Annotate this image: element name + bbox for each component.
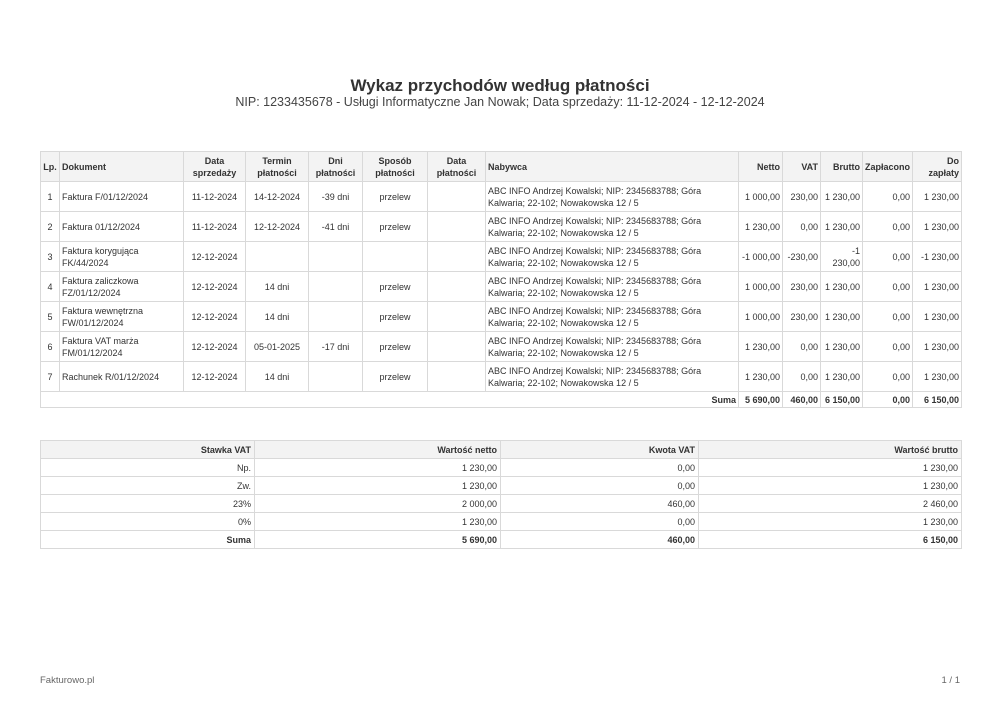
cell-netto: 1 230,00	[255, 459, 501, 477]
cell-data-platnosci	[428, 242, 486, 272]
cell-zaplacono: 0,00	[863, 212, 913, 242]
cell-data-platnosci	[428, 212, 486, 242]
cell-dokument: Faktura korygująca FK/44/2024	[60, 242, 184, 272]
cell-brutto: 1 230,00	[699, 513, 962, 531]
cell-brutto: 1 230,00	[821, 332, 863, 362]
vat-sum-row	[41, 531, 962, 549]
cell-sposob: przelew	[363, 362, 428, 392]
cell-zaplacono: 0,00	[863, 242, 913, 272]
footer-page-number: 1 / 1	[941, 675, 960, 686]
cell-zaplacono: 0,00	[863, 182, 913, 212]
cell-lp: 5	[41, 302, 60, 332]
cell-data-platnosci	[428, 302, 486, 332]
cell-lp: 4	[41, 272, 60, 302]
cell-dni	[309, 242, 363, 272]
cell-dni	[309, 362, 363, 392]
vat-row	[41, 477, 962, 495]
cell-termin: 12-12-2024	[246, 212, 309, 242]
cell-nabywca: ABC INFO Andrzej Kowalski; NIP: 2345683788; Góra Kalwaria; 22-102; Nowakowska 12 / 5	[486, 242, 739, 272]
cell-do-zaplaty: 1 230,00	[913, 332, 962, 362]
cell-vat: 230,00	[783, 182, 821, 212]
cell-data-platnosci	[428, 362, 486, 392]
cell-do-zaplaty: 1 230,00	[913, 212, 962, 242]
cell-data-sprzedazy: 11-12-2024	[184, 182, 246, 212]
cell-brutto: 1 230,00	[821, 302, 863, 332]
cell-zaplacono: 0,00	[863, 362, 913, 392]
cell-zaplacono: 0,00	[863, 302, 913, 332]
cell-dokument: Faktura F/01/12/2024	[60, 182, 184, 212]
vat-row	[41, 459, 962, 477]
cell-zaplacono: 0,00	[863, 272, 913, 302]
cell-lp: 1	[41, 182, 60, 212]
cell-kwota: 460,00	[501, 495, 699, 513]
cell-nabywca: ABC INFO Andrzej Kowalski; NIP: 2345683788; Góra Kalwaria; 22-102; Nowakowska 12 / 5	[486, 332, 739, 362]
vat-sum-netto: 5 690,00	[255, 531, 501, 549]
cell-dni: -41 dni	[309, 212, 363, 242]
cell-data-sprzedazy: 12-12-2024	[184, 362, 246, 392]
cell-netto: 1 230,00	[739, 362, 783, 392]
cell-data-sprzedazy: 12-12-2024	[184, 242, 246, 272]
vat-header-row	[41, 441, 962, 459]
table-row	[41, 302, 962, 332]
col-dokument: Dokument	[60, 152, 184, 182]
vat-sum-kwota: 460,00	[501, 531, 699, 549]
table-header-row	[41, 152, 962, 182]
cell-sposob: przelew	[363, 212, 428, 242]
cell-dokument: Faktura VAT marża FM/01/12/2024	[60, 332, 184, 362]
cell-dokument: Faktura zaliczkowa FZ/01/12/2024	[60, 272, 184, 302]
cell-lp: 7	[41, 362, 60, 392]
cell-brutto: 1 230,00	[821, 272, 863, 302]
cell-lp: 3	[41, 242, 60, 272]
col-data-sprzedazy: Data sprzedaży	[184, 152, 246, 182]
cell-netto: 1 000,00	[739, 272, 783, 302]
cell-dokument: Faktura 01/12/2024	[60, 212, 184, 242]
page-title: Wykaz przychodów według płatności	[350, 76, 650, 95]
cell-brutto: -1 230,00	[821, 242, 863, 272]
table-row	[41, 272, 962, 302]
cell-data-platnosci	[428, 272, 486, 302]
cell-kwota: 0,00	[501, 477, 699, 495]
cell-brutto: 1 230,00	[821, 362, 863, 392]
cell-netto: -1 000,00	[739, 242, 783, 272]
cell-stawka: 23%	[41, 495, 255, 513]
col-nabywca: Nabywca	[486, 152, 739, 182]
cell-vat: -230,00	[783, 242, 821, 272]
cell-netto: 1 230,00	[255, 477, 501, 495]
col-sposob: Sposób płatności	[363, 152, 428, 182]
cell-netto: 1 000,00	[739, 182, 783, 212]
cell-netto: 1 230,00	[739, 212, 783, 242]
cell-netto: 1 000,00	[739, 302, 783, 332]
col-wartosc-brutto: Wartość brutto	[699, 441, 962, 459]
cell-lp: 6	[41, 332, 60, 362]
cell-brutto: 2 460,00	[699, 495, 962, 513]
cell-dokument: Rachunek R/01/12/2024	[60, 362, 184, 392]
col-termin: Termin płatności	[246, 152, 309, 182]
sum-vat: 460,00	[783, 392, 821, 408]
vat-row	[41, 513, 962, 531]
cell-kwota: 0,00	[501, 513, 699, 531]
col-stawka-vat: Stawka VAT	[41, 441, 255, 459]
cell-termin: 14-12-2024	[246, 182, 309, 212]
cell-dni: -17 dni	[309, 332, 363, 362]
cell-netto: 1 230,00	[255, 513, 501, 531]
table-row	[41, 362, 962, 392]
col-brutto: Brutto	[821, 152, 863, 182]
cell-vat: 0,00	[783, 332, 821, 362]
cell-data-sprzedazy: 12-12-2024	[184, 302, 246, 332]
cell-netto: 1 230,00	[739, 332, 783, 362]
cell-nabywca: ABC INFO Andrzej Kowalski; NIP: 2345683788; Góra Kalwaria; 22-102; Nowakowska 12 / 5	[486, 362, 739, 392]
col-lp: Lp.	[41, 152, 60, 182]
table-row	[41, 332, 962, 362]
cell-dni	[309, 302, 363, 332]
vat-sum-label: Suma	[41, 531, 255, 549]
cell-termin: 14 dni	[246, 302, 309, 332]
cell-vat: 0,00	[783, 362, 821, 392]
revenue-table	[40, 151, 962, 408]
vat-row	[41, 495, 962, 513]
cell-dni	[309, 272, 363, 302]
cell-termin: 14 dni	[246, 362, 309, 392]
cell-sposob: przelew	[363, 272, 428, 302]
cell-data-sprzedazy: 11-12-2024	[184, 212, 246, 242]
table-row	[41, 212, 962, 242]
cell-lp: 2	[41, 212, 60, 242]
cell-nabywca: ABC INFO Andrzej Kowalski; NIP: 2345683788; Góra Kalwaria; 22-102; Nowakowska 12 / 5	[486, 272, 739, 302]
cell-sposob: przelew	[363, 302, 428, 332]
vat-sum-brutto: 6 150,00	[699, 531, 962, 549]
cell-do-zaplaty: 1 230,00	[913, 182, 962, 212]
cell-data-sprzedazy: 12-12-2024	[184, 332, 246, 362]
sum-do-zaplaty: 6 150,00	[913, 392, 962, 408]
cell-sposob: przelew	[363, 182, 428, 212]
cell-sposob: przelew	[363, 332, 428, 362]
cell-nabywca: ABC INFO Andrzej Kowalski; NIP: 2345683788; Góra Kalwaria; 22-102; Nowakowska 12 / 5	[486, 212, 739, 242]
cell-data-platnosci	[428, 182, 486, 212]
cell-nabywca: ABC INFO Andrzej Kowalski; NIP: 2345683788; Góra Kalwaria; 22-102; Nowakowska 12 / 5	[486, 302, 739, 332]
cell-data-sprzedazy: 12-12-2024	[184, 272, 246, 302]
cell-termin: 05-01-2025	[246, 332, 309, 362]
page-subtitle: NIP: 1233435678 - Usługi Informatyczne Jan Nowak; Data sprzedaży: 11-12-2024 - 12-12-2024	[235, 95, 765, 109]
cell-stawka: 0%	[41, 513, 255, 531]
cell-zaplacono: 0,00	[863, 332, 913, 362]
cell-vat: 230,00	[783, 272, 821, 302]
sum-netto: 5 690,00	[739, 392, 783, 408]
col-dni: Dni płatności	[309, 152, 363, 182]
col-wartosc-netto: Wartość netto	[255, 441, 501, 459]
vat-summary-table	[40, 440, 962, 549]
cell-stawka: Np.	[41, 459, 255, 477]
cell-do-zaplaty: 1 230,00	[913, 272, 962, 302]
cell-brutto: 1 230,00	[821, 212, 863, 242]
col-zaplacono: Zapłacono	[863, 152, 913, 182]
cell-dokument: Faktura wewnętrzna FW/01/12/2024	[60, 302, 184, 332]
cell-vat: 0,00	[783, 212, 821, 242]
cell-kwota: 0,00	[501, 459, 699, 477]
col-netto: Netto	[739, 152, 783, 182]
sum-label: Suma	[41, 392, 739, 408]
col-kwota-vat: Kwota VAT	[501, 441, 699, 459]
sum-brutto: 6 150,00	[821, 392, 863, 408]
cell-do-zaplaty: -1 230,00	[913, 242, 962, 272]
cell-dni: -39 dni	[309, 182, 363, 212]
cell-termin	[246, 242, 309, 272]
table-row	[41, 242, 962, 272]
col-do-zaplaty: Do zapłaty	[913, 152, 962, 182]
table-sum-row	[41, 392, 962, 408]
cell-stawka: Zw.	[41, 477, 255, 495]
cell-sposob	[363, 242, 428, 272]
cell-brutto: 1 230,00	[699, 477, 962, 495]
col-vat: VAT	[783, 152, 821, 182]
cell-vat: 230,00	[783, 302, 821, 332]
cell-brutto: 1 230,00	[699, 459, 962, 477]
cell-do-zaplaty: 1 230,00	[913, 302, 962, 332]
cell-netto: 2 000,00	[255, 495, 501, 513]
cell-do-zaplaty: 1 230,00	[913, 362, 962, 392]
footer-brand: Fakturowo.pl	[40, 675, 95, 686]
col-data-platnosci: Data płatności	[428, 152, 486, 182]
sum-zaplacono: 0,00	[863, 392, 913, 408]
cell-termin: 14 dni	[246, 272, 309, 302]
cell-nabywca: ABC INFO Andrzej Kowalski; NIP: 2345683788; Góra Kalwaria; 22-102; Nowakowska 12 / 5	[486, 182, 739, 212]
table-row	[41, 182, 962, 212]
cell-brutto: 1 230,00	[821, 182, 863, 212]
cell-data-platnosci	[428, 332, 486, 362]
